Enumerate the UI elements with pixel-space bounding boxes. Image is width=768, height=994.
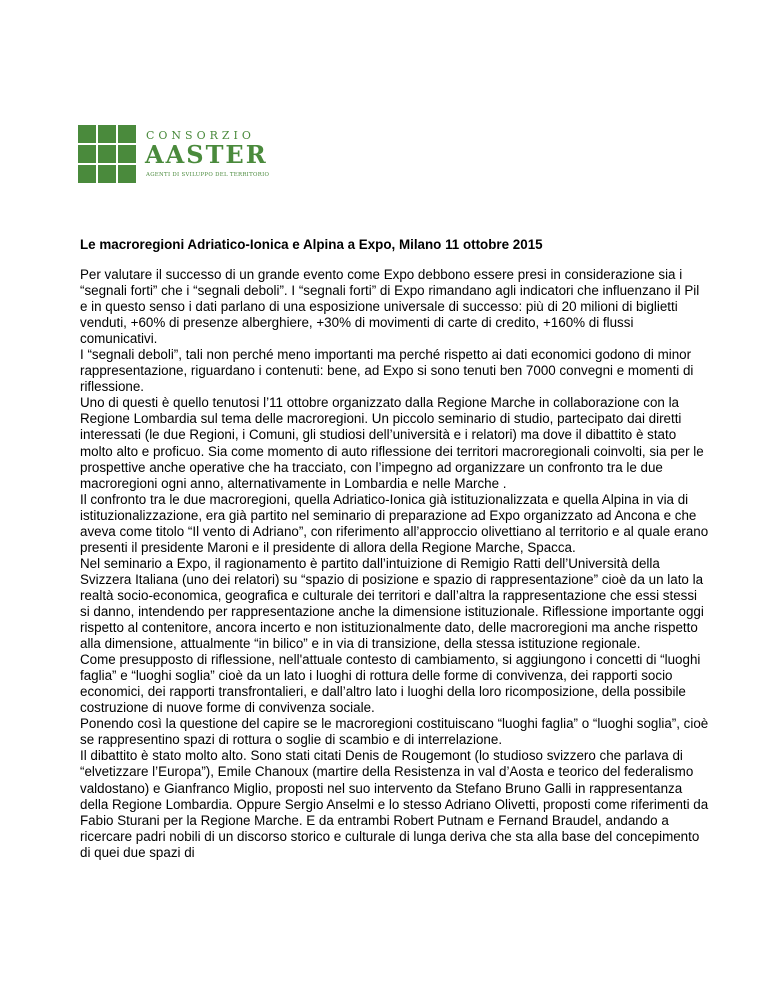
paragraph: Ponendo così la questione del capire se le macroregioni costituiscano “luoghi faglia” o “luoghi soglia”, cioè se rappresentino spazi di rottura o soglie di scambio e di interrelazione. (80, 716, 709, 748)
paragraph: Per valutare il successo di un grande evento come Expo debbono essere presi in considerazione sia i “segnali forti” che i “segnali deboli”. I “segnali forti” di Expo rimandano agli indicatori che influenzano il Pil e in questo senso i dati parlano di una esposizione universale di successo: più di 20 milioni di biglietti venduti, +60% di presenze alberghiere, +30% di movimenti di carte di credito, +160% di flussi comunicativi. (80, 267, 700, 347)
paragraph: Il confronto tra le due macroregioni, quella Adriatico-Ionica già istituzionalizzata e quella Alpina in via di istituzionalizzazione, era già partito nel seminario di preparazione ad Expo organizzato ad Ancona e che aveva come titolo “Il vento di Adriano”, con riferimento all’approccio olivettiano al territorio e al quale erano presenti il presidente Maroni e il presidente di allora della Regione Marche, Spacca. (80, 491, 709, 555)
paragraph: Uno di questi è quello tenutosi l’11 ottobre organizzato dalla Regione Marche in collaborazione con la Regione Lombardia sul tema delle macroregioni. Un piccolo seminario di studio, partecipato dai diretti interessati (le due Regioni, i Comuni, gli studiosi dell’università e i relatori) ma dove il dibattito è stato molto alto e proficuo. Sia come momento di auto riflessione dei territori macroregionali coinvolti, sia per le prospettive anche operative che ha tracciato, con l’impegno ad organizzare un confronto tra le due macroregioni ogni anno, alternativamente in Lombardia e nelle Marche . (80, 395, 704, 491)
paragraph: Come presupposto di riflessione, nell'attuale contesto di cambiamento, si aggiungono i concetti di “luoghi faglia” e “luoghi soglia” cioè da un lato i luoghi di rottura delle forme di convivenza, dei rapporti socio economici, dei rapporti transfrontalieri, e dall’altro lato i luoghi della loro ricomposizione, della possibile costruzione di nuove forme di convivenza sociale. (80, 652, 701, 716)
logo-grid-icon (78, 125, 136, 183)
logo-tagline: AGENTI DI SVILUPPO DEL TERRITORIO (146, 172, 270, 178)
document-body (80, 267, 710, 861)
paragraph: Il dibattito è stato molto alto. Sono stati citati Denis de Rougemont (lo studioso svizzero che parlava di “elvetizzare l’Europa”), Emile Chanoux (martire della Resistenza in val d’Aosta e teorico del federalismo valdostano) e Gianfranco Miglio, proposti nel suo intervento da Stefano Bruno Galli in rappresentanza della Regione Lombardia. Oppure Sergio Anselmi e lo stesso Adriano Olivetti, proposti come riferimenti da Fabio Sturani per la Regione Marche. E da entrambi Robert Putnam e Fernand Braudel, andando a ricercare padri nobili di un discorso storico e culturale di lunga deriva che sta alla base del concepimento di quei due spazi di (80, 748, 709, 860)
logo-line1: CONSORZIO (146, 129, 255, 142)
paragraph: I “segnali deboli”, tali non perché meno importanti ma perché rispetto ai dati economici godono di minor rappresentazione, riguardano i contenuti: bene, ad Expo si sono tenuti ben 7000 convegni e momenti di riflessione. (80, 347, 694, 395)
aaster-logo (78, 125, 278, 183)
logo-line2: AASTER (145, 140, 268, 169)
paragraph: Nel seminario a Expo, il ragionamento è partito dall’intuizione di Remigio Ratti dell’Università della Svizzera Italiana (uno dei relatori) su “spazio di posizione e spazio di rappresentazione” cioè da un lato la realtà socio-economica, geografica e culturale dei territori e dall’altra la rappresentazione che essi stessi si danno, intendendo per rappresentazione anche la dimensione istituzionale. Riflessione importante oggi rispetto al contenitore, ancora incerto e non istituzionalmente dato, delle macroregioni ma anche rispetto alla dimensione, attualmente “in bilico” e in via di transizione, della stessa istituzione regionale. (80, 555, 704, 652)
document-title: Le macroregioni Adriatico-Ionica e Alpina a Expo, Milano 11 ottobre 2015 (80, 237, 543, 252)
